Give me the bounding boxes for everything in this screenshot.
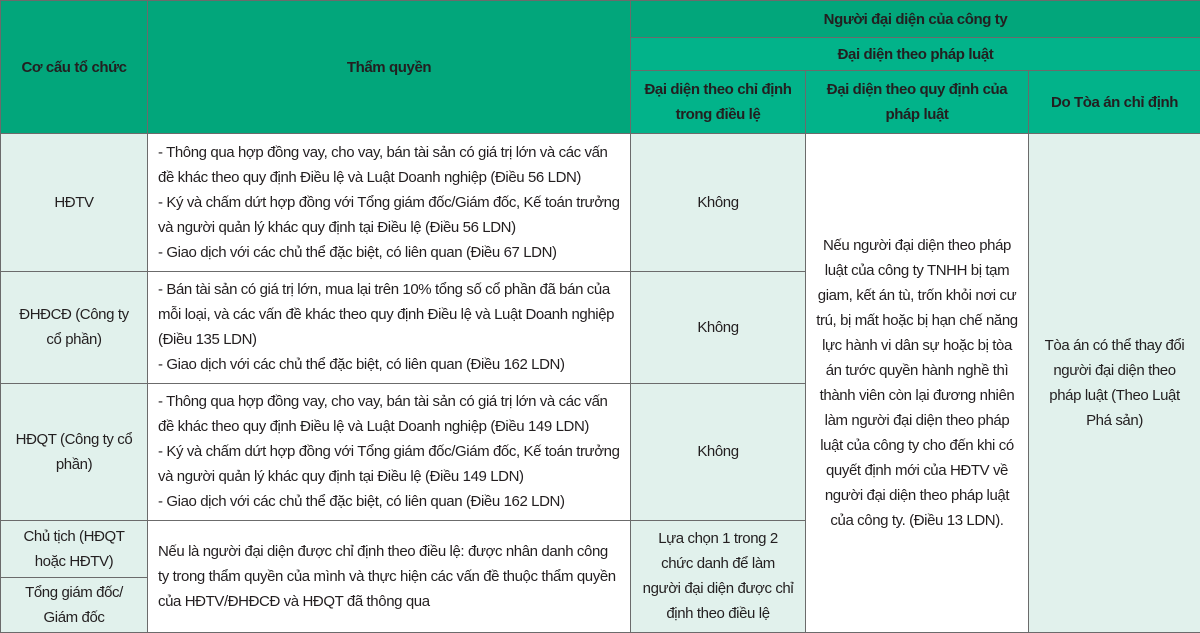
header-company-representative: Người đại diện của công ty	[631, 1, 1200, 38]
header-authority: Thẩm quyền	[148, 1, 631, 134]
authority-cell	[148, 134, 631, 271]
org-cell: Tổng giám đốc/ Giám đốc	[1, 577, 148, 632]
header-appointed-by-charter: Đại diện theo chỉ định trong điều lệ	[631, 71, 806, 134]
org-cell: ĐHĐCĐ (Công ty cổ phần)	[1, 271, 148, 383]
table-row-hdtv	[1, 134, 1200, 271]
authority-cell: Nếu là người đại diện được chỉ định theo điều lệ: được nhân danh công ty trong thẩm quyền của mình và thực hiện các vấn đề thuộc thẩm quyền của HĐTV/ĐHĐCĐ và HĐQT đã thông qua	[148, 520, 631, 632]
authority-item: - Giao dịch với các chủ thể đặc biệt, có liên quan (Điều 162 LDN)	[158, 356, 565, 374]
authority-item: - Ký và chấm dứt hợp đồng với Tổng giám đốc/Giám đốc, Kế toán trưởng và người quản lý khác quy định tại Điều lệ (Điều 56 LDN)	[158, 194, 620, 237]
authority-item: - Giao dịch với các chủ thể đặc biệt, có liên quan (Điều 67 LDN)	[158, 244, 557, 262]
appointed-charter-cell: Lựa chọn 1 trong 2 chức danh để làm người đại diện được chỉ định theo điều lệ	[631, 520, 806, 632]
by-court-cell: Tòa án có thể thay đổi người đại diện theo pháp luật (Theo Luật Phá sản)	[1029, 134, 1200, 633]
authority-cell	[148, 384, 631, 520]
header-legal-representative: Đại diện theo pháp luật	[631, 38, 1200, 71]
authority-item: - Bán tài sản có giá trị lớn, mua lại trên 10% tổng số cổ phần đã bán của mỗi loại, và các vấn đề khác theo quy định Điều lệ và Luật Doanh nghiệp (Điều 135 LDN)	[158, 281, 615, 349]
org-cell: Chủ tịch (HĐQT hoặc HĐTV)	[1, 520, 148, 577]
authority-item: - Giao dịch với các chủ thể đặc biệt, có liên quan (Điều 162 LDN)	[158, 493, 565, 511]
header-by-court: Do Tòa án chỉ định	[1029, 71, 1200, 134]
header-by-law: Đại diện theo quy định của pháp luật	[806, 71, 1029, 134]
authority-item: - Thông qua hợp đồng vay, cho vay, bán tài sản có giá trị lớn và các vấn đề khác theo quy định Điều lệ và Luật Doanh nghiệp (Điều 56 LDN)	[158, 144, 608, 187]
org-cell: HĐTV	[1, 134, 148, 271]
authority-cell	[148, 271, 631, 383]
authority-item: - Thông qua hợp đồng vay, cho vay, bán tài sản có giá trị lớn và các vấn đề khác theo quy định Điều lệ và Luật Doanh nghiệp (Điều 149 LDN)	[158, 393, 608, 436]
appointed-charter-cell: Không	[631, 271, 806, 383]
org-cell: HĐQT (Công ty cổ phần)	[1, 384, 148, 520]
header-org-structure: Cơ cấu tổ chức	[1, 1, 148, 134]
appointed-charter-cell: Không	[631, 134, 806, 271]
authority-item: - Ký và chấm dứt hợp đồng với Tổng giám đốc/Giám đốc, Kế toán trưởng và người quản lý khác quy định tại Điều lệ (Điều 149 LDN)	[158, 443, 620, 486]
by-law-cell: Nếu người đại diện theo pháp luật của công ty TNHH bị tạm giam, kết án tù, trốn khỏi nơi cư trú, bị mất hoặc bị hạn chế năng lực hành vi dân sự hoặc bị tòa án tước quyền hành nghề thì thành viên còn lại đương nhiên làm người đại diện theo pháp luật của công ty cho đến khi có quyết định mới của HĐTV về người đại diện theo pháp luật của công ty. (Điều 13 LDN).	[806, 134, 1029, 633]
appointed-charter-cell: Không	[631, 384, 806, 520]
